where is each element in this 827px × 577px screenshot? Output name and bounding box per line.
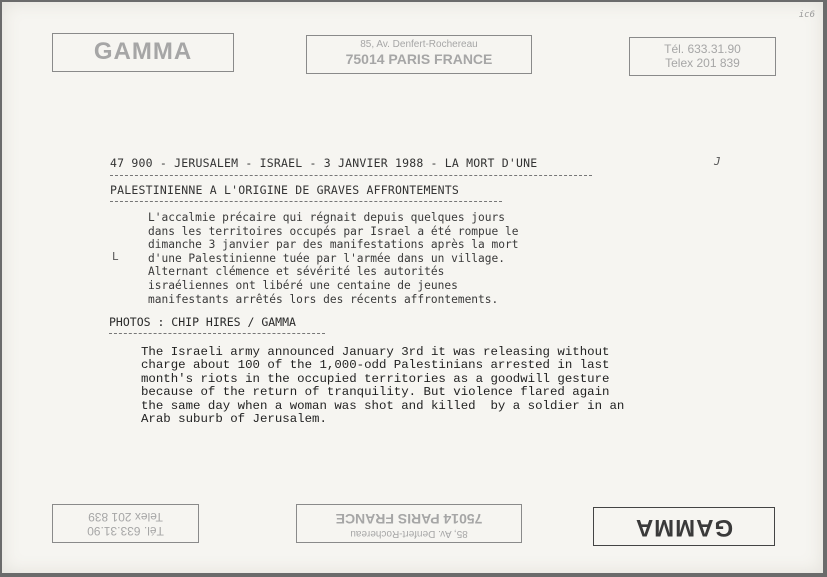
phone-stamp-bottom (52, 504, 199, 543)
french-line: L'accalmie précaire qui régnait depuis quelques jours (148, 211, 505, 224)
telex-number: Telex 201 839 (88, 510, 163, 524)
gamma-logo-text: GAMMA (93, 38, 193, 65)
headline-underline-1 (110, 175, 592, 176)
corner-pencil-note: ic6 (798, 10, 815, 20)
address-city: 75014 PARIS FRANCE (345, 51, 493, 67)
french-line: Alternant clémence et sévérité les autorités (148, 265, 445, 279)
english-line: charge about 100 of the 1,000-odd Palestinians arrested in last (141, 358, 610, 373)
french-line: d'une Palestinienne tuée par l'armée dans un village. (148, 251, 505, 265)
english-line: the same day when a woman was shot and killed by a soldier in an (141, 398, 625, 413)
margin-mark-right: J (714, 155, 721, 168)
english-line: because of the return of tranquility. But violence flared again (141, 385, 610, 400)
address-stamp-bottom (296, 504, 522, 543)
caption-headline-line1: 47 900 - JERUSALEM - ISRAEL - 3 JANVIER 1988 - LA MORT D'UNE (110, 156, 538, 170)
gamma-logo-text: GAMMA (634, 514, 734, 541)
credit-underline (109, 333, 325, 334)
address-stamp-top (306, 35, 532, 74)
headline-underline-2 (110, 201, 502, 202)
gamma-logo-stamp-top (52, 33, 234, 72)
phone-stamp-top (629, 37, 776, 76)
caption-headline-line2: PALESTINIENNE A L'ORIGINE DE GRAVES AFFRONTEMENTS (110, 183, 460, 197)
margin-mark-left: L (112, 250, 119, 263)
english-line: month's riots in the occupied territories as a goodwill gesture (141, 371, 610, 386)
phone-number: Tél. 633.31.90 (87, 524, 164, 538)
telex-number: Telex 201 839 (665, 56, 740, 70)
address-street: 85, Av. Denfert-Rochereau (350, 528, 468, 539)
gamma-logo-stamp-bottom (593, 507, 775, 546)
photo-caption-sheet (2, 2, 823, 573)
address-street: 85, Av. Denfert-Rochereau (360, 39, 478, 50)
french-line: manifestants arrêtés lors des récents affrontements. (148, 292, 499, 306)
photo-credit: PHOTOS : CHIP HIRES / GAMMA (109, 315, 296, 329)
french-caption (148, 211, 598, 306)
french-line: dans les territoires occupés par Israel a été rompue le (148, 224, 519, 238)
phone-number: Tél. 633.31.90 (664, 42, 741, 56)
english-line: Arab suburb of Jerusalem. (141, 412, 327, 427)
french-line: israéliennes ont libéré une centaine de jeunes (148, 278, 458, 292)
address-city: 75014 PARIS FRANCE (335, 511, 483, 527)
french-line: dimanche 3 janvier par des manifestations après la mort (148, 238, 519, 252)
english-line: The Israeli army announced January 3rd it was releasing without (141, 345, 610, 359)
english-caption (141, 346, 671, 426)
